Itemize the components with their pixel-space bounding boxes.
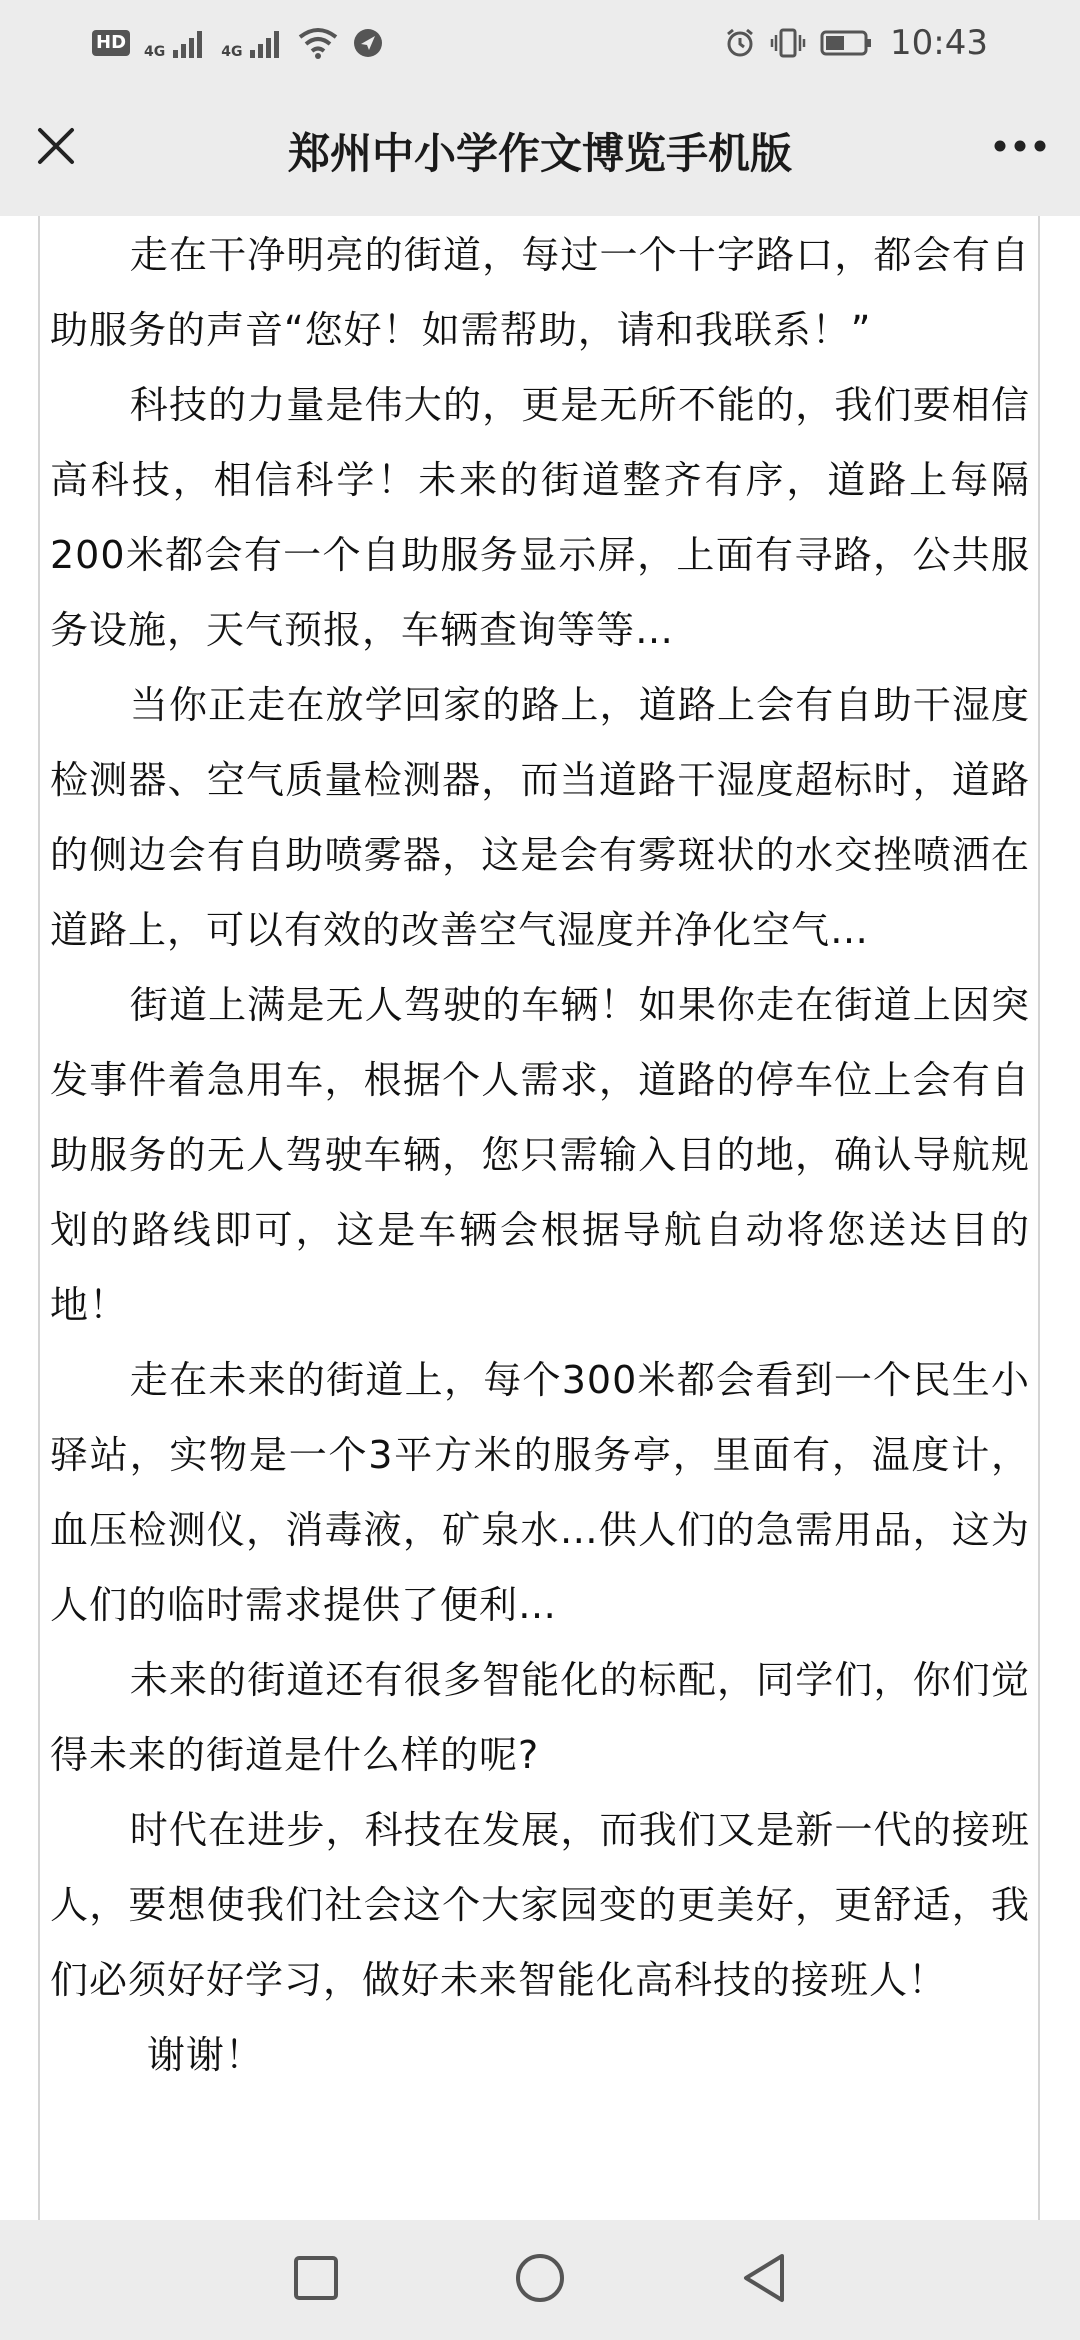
article-paragraph: 未来的街道还有很多智能化的标配，同学们，你们觉得未来的街道是什么样的呢? — [50, 1658, 1030, 1777]
hd-voice-icon: HD — [92, 30, 130, 56]
clock: 10:43 — [890, 23, 988, 63]
article-paragraph: 当你正走在放学回家的路上，道路上会有自助干湿度检测器、空气质量检测器，而当道路干湿度超标时，道路的侧边会有自助喷雾器，这是会有雾斑状的水交挫喷洒在道路上，可以有效的改善空气湿度并净化空气… — [50, 683, 1030, 952]
back-icon — [740, 2252, 788, 2308]
status-bar — [0, 0, 1080, 86]
alarm-icon — [724, 27, 756, 59]
signal-icon — [173, 28, 207, 58]
status-bar-right — [724, 23, 988, 63]
title-bar — [0, 86, 1080, 216]
recent-apps-icon — [293, 2255, 339, 2305]
close-button[interactable] — [28, 120, 84, 176]
wifi-icon — [298, 27, 338, 59]
page-title: 郑州中小学作文博览手机版 — [287, 129, 792, 178]
article-body[interactable] — [38, 216, 1040, 2220]
home-button[interactable] — [508, 2248, 572, 2312]
network-type-2: 4G — [221, 44, 243, 60]
article-paragraph: 科技的力量是伟大的，更是无所不能的，我们要相信高科技，相信科学！未来的街道整齐有序，道路上每隔200米都会有一个自助服务显示屏，上面有寻路，公共服务设施，天气预报，车辆查询等等… — [50, 383, 1030, 652]
article-paragraph: 走在干净明亮的街道，每过一个十字路口，都会有自助服务的声音“您好！如需帮助，请和我联系！” — [50, 233, 1030, 352]
home-icon — [514, 2252, 566, 2308]
more-options-button[interactable] — [988, 120, 1052, 176]
article-paragraph: 街道上满是无人驾驶的车辆！如果你走在街道上因突发事件着急用车，根据个人需求，道路的停车位上会有自助服务的无人驾驶车辆，您只需输入目的地，确认导航规划的路线即可，这是车辆会根据导航自动将您送达目的地！ — [50, 983, 1030, 1327]
more-icon — [992, 138, 1048, 158]
article-paragraph: 走在未来的街道上，每个300米都会看到一个民生小驿站，实物是一个3平方米的服务亭，里面有，温度计，血压检测仪，消毒液，矿泉水…供人们的急需用品，这为人们的临时需求提供了便利… — [50, 1358, 1030, 1627]
signal-icon — [250, 28, 284, 58]
battery-icon — [820, 29, 872, 57]
location-icon — [352, 27, 384, 59]
status-bar-left — [92, 26, 384, 60]
recent-apps-button[interactable] — [284, 2248, 348, 2312]
back-button[interactable] — [732, 2248, 796, 2312]
network-type-1: 4G — [144, 44, 166, 60]
article-paragraph: 时代在进步，科技在发展，而我们又是新一代的接班人，要想使我们社会这个大家园变的更美好，更舒适，我们必须好好学习，做好未来智能化高科技的接班人！ — [50, 1808, 1030, 2002]
system-nav-bar — [0, 2220, 1080, 2340]
article-closing: 谢谢！ — [146, 2033, 264, 2077]
close-icon — [34, 124, 78, 172]
vibrate-icon — [770, 27, 806, 59]
